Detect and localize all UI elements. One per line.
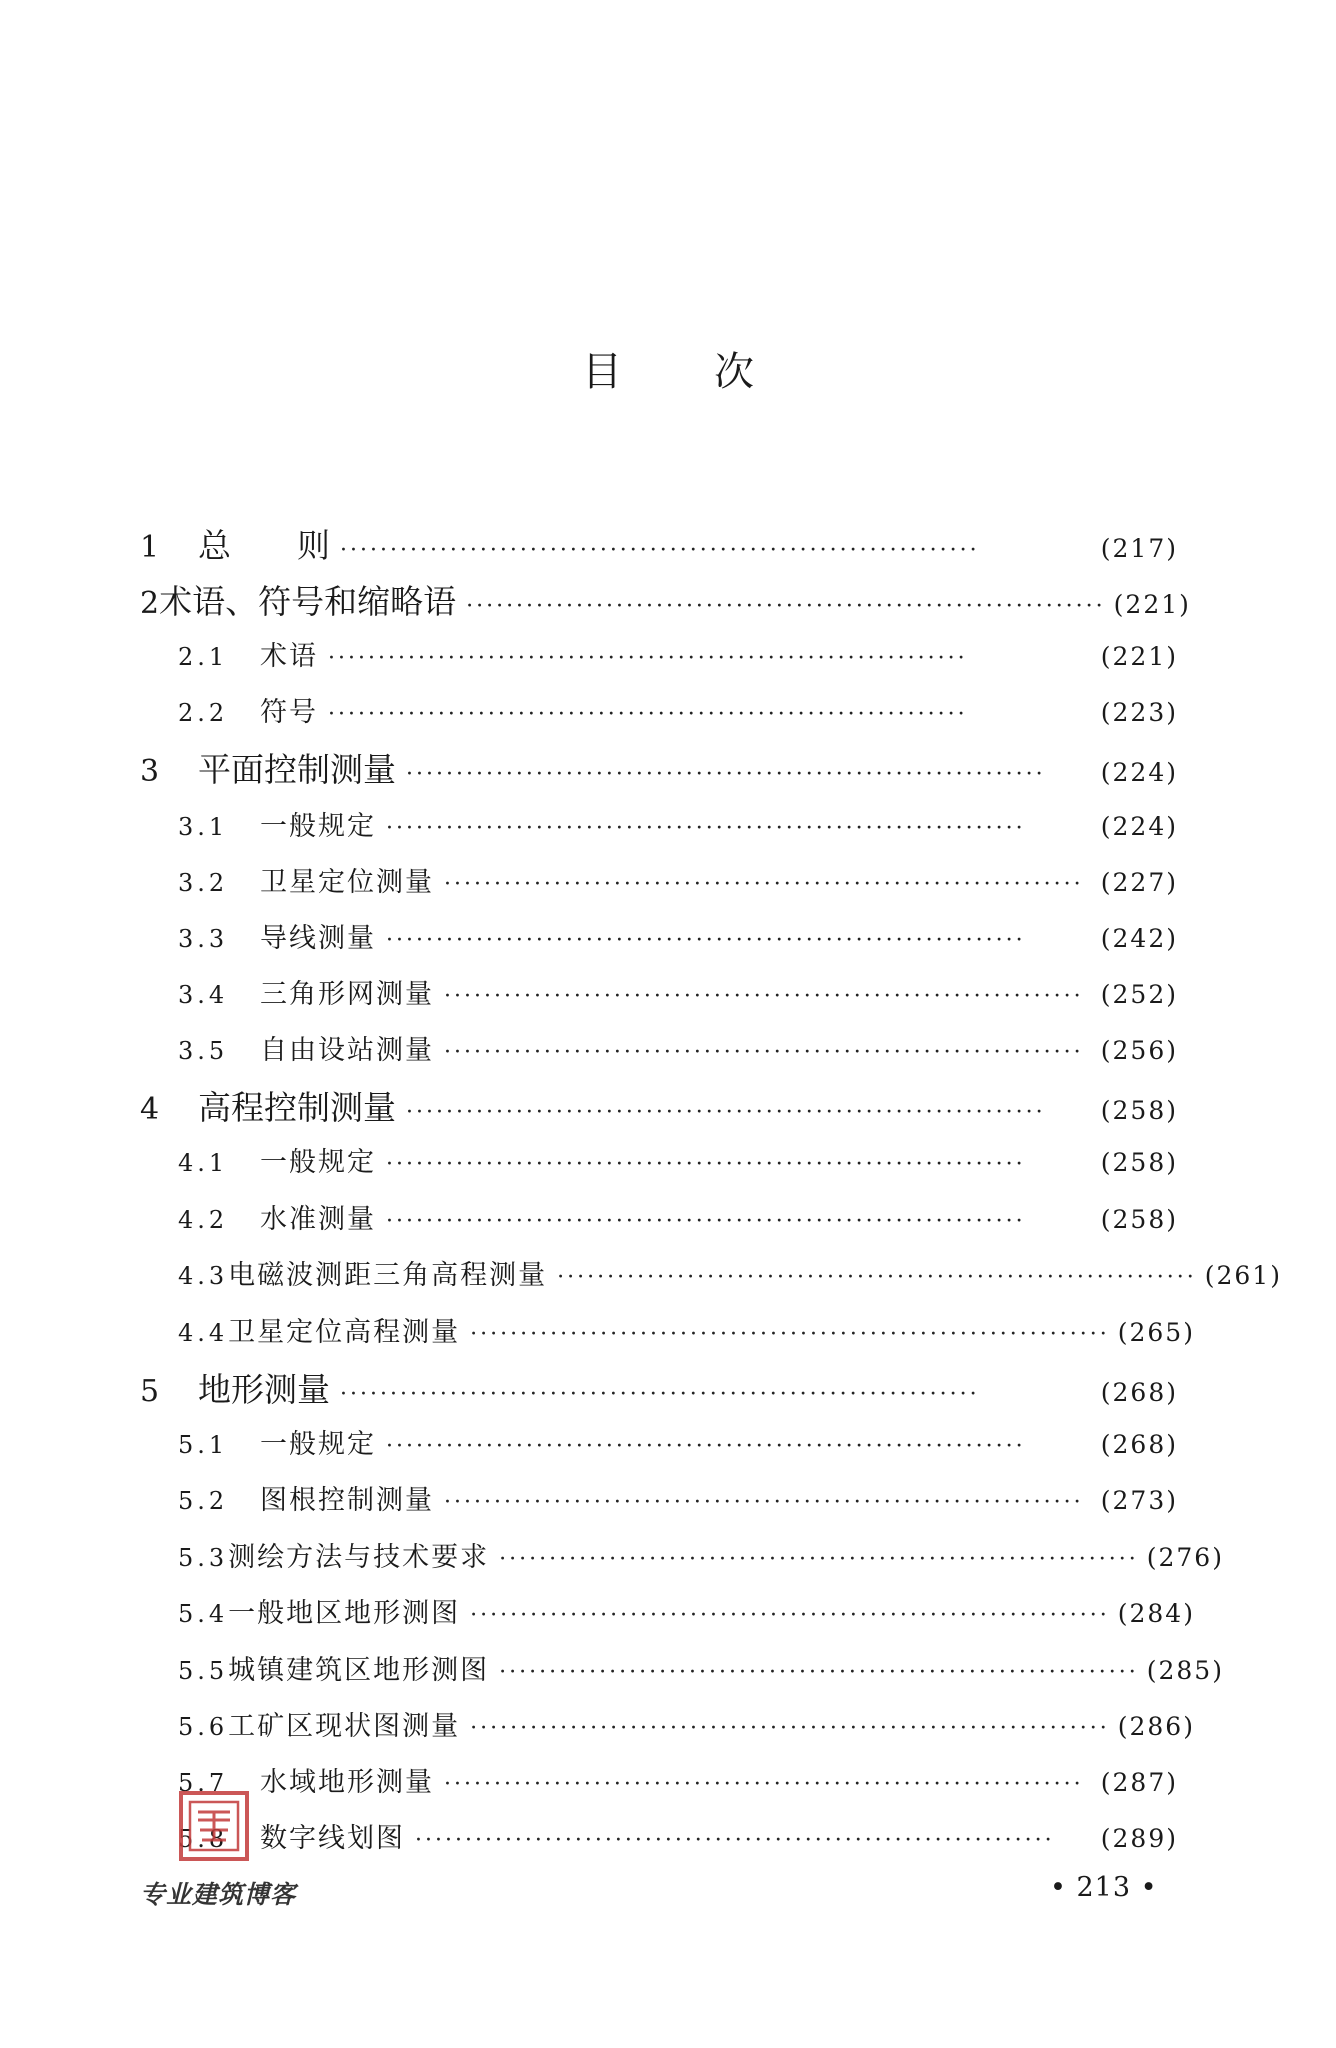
- leader-dots: ································································: [470, 1716, 1110, 1741]
- leader-dots: ································································: [386, 816, 1026, 841]
- toc-entry[interactable]: [140, 1591, 1195, 1637]
- toc-entry-page: (268): [1100, 1430, 1178, 1459]
- toc-entry-page: (285): [1146, 1656, 1224, 1685]
- toc-entry-number: 3: [140, 754, 160, 789]
- leader-dots: ································································: [340, 538, 980, 563]
- toc-entry-title: 一般规定: [260, 1429, 376, 1460]
- leader-dots: ································································: [499, 1547, 1139, 1572]
- toc-entry-title: 一般规定: [260, 1147, 376, 1178]
- toc-entry[interactable]: [140, 1253, 1282, 1299]
- toc-entry-page: (286): [1117, 1712, 1195, 1741]
- toc-entry[interactable]: [140, 1140, 1178, 1186]
- toc-entry-page: (224): [1100, 812, 1178, 841]
- seal-stamp-icon: [178, 1790, 250, 1862]
- toc-entry-number: 2.2: [178, 699, 229, 727]
- toc-entry-page: (261): [1204, 1261, 1282, 1290]
- toc-entry-title: 符号: [260, 697, 318, 728]
- blog-watermark-label: 专业建筑博客: [140, 1880, 297, 1909]
- toc-entry[interactable]: [140, 1816, 1178, 1862]
- toc-entry-number: 3.5: [178, 1037, 229, 1065]
- toc-entry-title: 一般地区地形测图: [228, 1598, 461, 1629]
- toc-entry-title: 高程控制测量: [198, 1088, 396, 1127]
- toc-entry-page: (273): [1100, 1486, 1178, 1515]
- toc-entry[interactable]: [140, 1422, 1178, 1468]
- toc-entry-number: 3.2: [178, 869, 229, 897]
- toc-entry[interactable]: [140, 1648, 1224, 1694]
- toc-entry-page: (265): [1117, 1318, 1195, 1347]
- toc-entry-number: 5.1: [178, 1431, 229, 1459]
- toc-entry[interactable]: [140, 1478, 1178, 1524]
- toc-entry-page: (258): [1100, 1205, 1178, 1234]
- toc-entry[interactable]: [140, 860, 1178, 906]
- page-title-char-1: 目: [582, 349, 622, 395]
- toc-entry-number: 1: [140, 530, 160, 565]
- leader-dots: ································································: [444, 984, 1084, 1009]
- leader-dots: ································································: [406, 1100, 1046, 1125]
- leader-dots: ································································: [415, 1828, 1055, 1853]
- toc-entry-number: 5.6: [178, 1713, 229, 1741]
- toc-entry-title: 三角形网测量: [260, 979, 434, 1010]
- page-number: • 213 •: [1050, 1872, 1158, 1903]
- toc-entry-title: 术语、符号和缩略语: [159, 582, 457, 621]
- toc-entry-page: (289): [1100, 1824, 1178, 1853]
- toc-entry-page: (221): [1113, 590, 1191, 619]
- toc-entry-page: (217): [1100, 534, 1178, 563]
- leader-dots: ································································: [557, 1265, 1197, 1290]
- toc-entry-page: (224): [1100, 758, 1178, 787]
- toc-entry-title: 工矿区现状图测量: [228, 1711, 461, 1742]
- toc-entry-number: 2: [140, 586, 160, 621]
- toc-entry-number: 2.1: [178, 643, 229, 671]
- toc-entry-title: 卫星定位测量: [260, 867, 434, 898]
- toc-entry[interactable]: [140, 1082, 1178, 1128]
- toc-entry[interactable]: [140, 804, 1178, 850]
- toc-entry-page: (221): [1100, 642, 1178, 671]
- toc-entry-number: 3.3: [178, 925, 229, 953]
- toc-entry[interactable]: [140, 1197, 1178, 1243]
- leader-dots: ································································: [499, 1660, 1139, 1685]
- leader-dots: ································································: [340, 1382, 980, 1407]
- toc-entry-number: 5.2: [178, 1487, 229, 1515]
- toc-entry-title: 导线测量: [260, 923, 376, 954]
- toc-entry-page: (268): [1100, 1378, 1178, 1407]
- toc-entry-number: 5.8: [178, 1825, 229, 1853]
- toc-entry-page: (284): [1117, 1599, 1195, 1628]
- toc-entry-page: (276): [1146, 1543, 1224, 1572]
- toc-entry-title: 图根控制测量: [260, 1485, 434, 1516]
- toc-entry-title: 城镇建筑区地形测图: [228, 1655, 490, 1686]
- toc-entry-number: 4.2: [178, 1206, 229, 1234]
- toc-entry-number: 5: [140, 1374, 160, 1409]
- toc-entry[interactable]: [140, 576, 1191, 622]
- toc-entry[interactable]: [140, 1028, 1178, 1074]
- toc-entry-number: 5.5: [178, 1657, 229, 1685]
- toc-entry[interactable]: [140, 972, 1178, 1018]
- toc-entry-number: 3.1: [178, 813, 229, 841]
- toc-entry[interactable]: [140, 1760, 1178, 1806]
- toc-entry-number: 4: [140, 1092, 160, 1127]
- leader-dots: ································································: [466, 594, 1106, 619]
- leader-dots: ································································: [386, 1209, 1026, 1234]
- toc-entry[interactable]: [140, 744, 1178, 790]
- toc-entry-title: 总 则: [198, 526, 330, 565]
- toc-entry-page: (252): [1100, 980, 1178, 1009]
- toc-entry-number: 3.4: [178, 981, 229, 1009]
- toc-entry[interactable]: [140, 520, 1178, 566]
- leader-dots: ································································: [406, 762, 1046, 787]
- leader-dots: ································································: [328, 646, 968, 671]
- toc-entry[interactable]: [140, 916, 1178, 962]
- toc-entry-page: (258): [1100, 1148, 1178, 1177]
- page-title-char-2: 次: [714, 349, 754, 395]
- leader-dots: ································································: [470, 1603, 1110, 1628]
- toc-entry[interactable]: [140, 1310, 1195, 1356]
- toc-entry-title: 测绘方法与技术要求: [228, 1542, 490, 1573]
- toc-entry-number: 4.1: [178, 1149, 229, 1177]
- toc-entry-page: (227): [1100, 868, 1178, 897]
- toc-entry-title: 术语: [260, 641, 318, 672]
- leader-dots: ································································: [444, 1490, 1084, 1515]
- toc-entry-title: 数字线划图: [260, 1823, 405, 1854]
- toc-entry-number: 4.4: [178, 1319, 229, 1347]
- toc-entry-title: 自由设站测量: [260, 1035, 434, 1066]
- toc-entry-page: (256): [1100, 1036, 1178, 1065]
- toc-entry-number: 4.3: [178, 1262, 229, 1290]
- toc-entry-title: 水准测量: [260, 1204, 376, 1235]
- toc-entry-page: (258): [1100, 1096, 1178, 1125]
- leader-dots: ································································: [386, 928, 1026, 953]
- toc-entry[interactable]: [140, 1364, 1178, 1410]
- toc-entry[interactable]: [140, 1535, 1224, 1581]
- toc-entry-number: 5.4: [178, 1600, 229, 1628]
- toc-entry-title: 电磁波测距三角高程测量: [228, 1260, 548, 1291]
- toc-entry-page: (223): [1100, 698, 1178, 727]
- leader-dots: ································································: [470, 1322, 1110, 1347]
- toc-entry-number: 5.3: [178, 1544, 229, 1572]
- toc-entry-title: 水域地形测量: [260, 1767, 434, 1798]
- toc-entry-title: 一般规定: [260, 811, 376, 842]
- toc-entry-title: 地形测量: [198, 1370, 330, 1409]
- leader-dots: ································································: [328, 702, 968, 727]
- leader-dots: ································································: [386, 1152, 1026, 1177]
- leader-dots: ································································: [444, 1772, 1084, 1797]
- toc-entry-page: (242): [1100, 924, 1178, 953]
- toc-entry-title: 平面控制测量: [198, 750, 396, 789]
- toc-entry-number: 5.7: [178, 1769, 229, 1797]
- leader-dots: ································································: [386, 1434, 1026, 1459]
- leader-dots: ································································: [444, 1040, 1084, 1065]
- leader-dots: ································································: [444, 872, 1084, 897]
- toc-entry-title: 卫星定位高程测量: [228, 1317, 461, 1348]
- toc-entry[interactable]: [140, 634, 1178, 680]
- toc-entry-page: (287): [1100, 1768, 1178, 1797]
- toc-entry[interactable]: [140, 690, 1178, 736]
- toc-entry[interactable]: [140, 1704, 1195, 1750]
